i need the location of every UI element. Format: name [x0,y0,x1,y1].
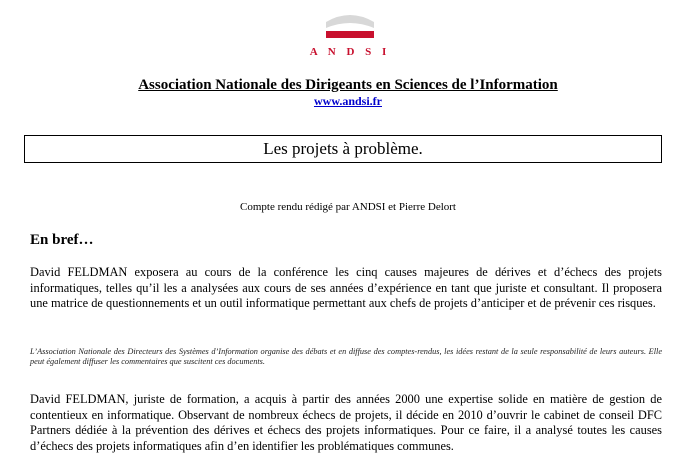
andsi-logo [300,4,400,66]
paragraph-biography: David FELDMAN, juriste de formation, a acquis à partir des années 2000 une expertise solide en matière de gestion de contentieux en informatique. Observant de nombreux échecs de projets, il décide en 2010 d’ouvrir le cabinet de conseil DFC Partners dédiée à la prévention des dérives et échecs des projets informatiques. Pour ce faire, il a analysé toutes les causes d’échecs des projets informatiques afin d’en identifier les problématiques communes. [30,392,662,453]
logo-text: A N D S I [309,46,391,58]
organization-url-link[interactable]: www.andsi.fr [313,94,382,108]
document-credit: Compte rendu rédigé par ANDSI et Pierre Delort [240,201,456,213]
logo-emblem-icon [300,4,400,44]
document-title: Les projets à problème. [24,135,662,163]
organization-name: Association Nationale des Dirigeants en Sciences de l’Information [138,77,558,93]
paragraph-summary: David FELDMAN exposera au cours de la conférence les cinq causes majeures de dérives et d’échecs des projets informatiques, telles qu’il les a analysées aux cours de ses années d’expérience en tant que juriste et consultant. Il proposera une matrice de questionnements et un outil informatique permettant aux chefs de projets d’anticiper et de prévenir ces risques. [30,265,662,311]
disclaimer-note: L’Association Nationale des Directeurs des Systèmes d’Information organise des débats et en diffuse des comptes-rendus, les idées restant de la seule responsabilité de leurs auteurs. Elle peut également diffuser les commentaires que suscitent ces documents. [30,347,662,366]
section-heading: En bref… [30,232,94,248]
